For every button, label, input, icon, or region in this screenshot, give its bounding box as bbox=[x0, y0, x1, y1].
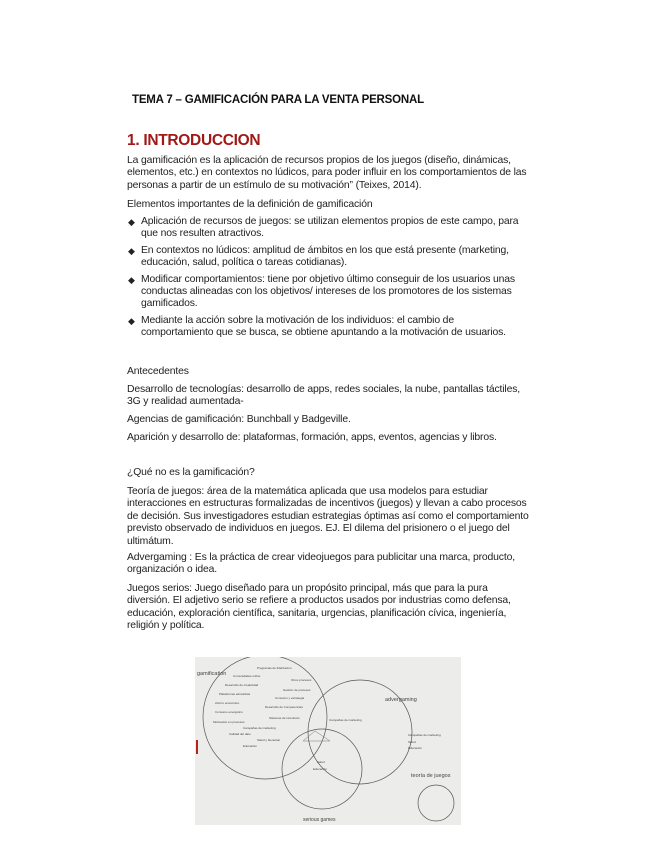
diagram-item: Consumo energético bbox=[215, 710, 243, 714]
diagram-item: Campañas de marketing bbox=[408, 733, 441, 737]
venn-diagram-figure bbox=[195, 657, 461, 825]
diagram-item: Salud bbox=[317, 760, 325, 764]
diagram-item: Campañas de marketing bbox=[243, 726, 276, 730]
diagram-item: Educación bbox=[313, 767, 328, 771]
diamond-bullet-icon: ◆ bbox=[128, 245, 135, 256]
not-gamification-heading: ¿Qué no es la gamificación? bbox=[127, 467, 255, 478]
definition-paragraph: La gamificación es la aplicación de recursos propios de los juegos (diseño, dinámicas, elementos, etc.) en contextos no lúdicos, para poder influir en los comportamientos de las personas a partir de un estímulo de su motivación” (Teixes, 2014). bbox=[127, 155, 527, 191]
background-paragraph: Agencias de gamificación: Bunchball y Badgeville. bbox=[127, 414, 351, 425]
diamond-bullet-icon: ◆ bbox=[128, 315, 135, 326]
background-heading: Antecedentes bbox=[127, 366, 189, 377]
gamification-label: gamification bbox=[197, 671, 227, 677]
diagram-item: Sistemas de incentivos bbox=[269, 716, 300, 720]
section-heading: 1. INTRODUCCION bbox=[127, 132, 261, 149]
diagram-item: Ahorro económico bbox=[215, 701, 240, 705]
diagram-item: Salud y bienestar bbox=[257, 738, 281, 742]
list-item bbox=[127, 274, 529, 311]
list-item-text: Modificar comportamientos: tiene por objetivo último conseguir de los usuarios unas conductas alineadas con los objetivos/ intereses de los promotores de los sistemas gamificados. bbox=[141, 273, 515, 310]
game-theory-paragraph: Teoría de juegos: área de la matemática aplicada que usa modelos para estudiar interacciones en estructuras formalizadas de incentivos (juegos) y llevan a cabo procesos de decisión. Sus investigadores estudian estrategias óptimas así como el comportamiento previsto observado de individuos en juegos. EJ. El dilema del prisionero o el juego del ultimátum. bbox=[127, 486, 529, 547]
diagram-item: Consumo y estrategia bbox=[275, 696, 305, 700]
background-paragraph: Desarrollo de tecnologías: desarrollo de apps, redes sociales, la nube, pantallas táctiles, 3G y realidad aumentada- bbox=[127, 384, 520, 408]
diagram-item: Programas de fidelización bbox=[257, 666, 292, 670]
list-item-text: Mediante la acción sobre la motivación de los individuos: el cambio de comportamiento que se busca, se obtiene apuntando a la motivación de usuarios. bbox=[141, 314, 506, 339]
diagram-item: Motivación en procesos bbox=[213, 720, 245, 724]
diagram-item: Desarrollo de creatividad bbox=[225, 683, 259, 687]
serious-games-label: serious games bbox=[303, 817, 336, 823]
overlap-marker bbox=[303, 731, 330, 741]
diagram-item: Desarrollo de Competencias bbox=[265, 705, 303, 709]
page-title: TEMA 7 – GAMIFICACIÓN PARA LA VENTA PERSONAL bbox=[132, 94, 424, 106]
game-theory-circle bbox=[418, 785, 454, 821]
diagram-item: Campañas de marketing bbox=[329, 718, 362, 722]
game-theory-label: teoría de juegos bbox=[411, 773, 451, 779]
background-paragraph: Aparición y desarrollo de: plataformas, formación, apps, eventos, agencias y libros. bbox=[127, 432, 497, 443]
diagram-item: Plataformas educativas bbox=[219, 692, 251, 696]
diagram-item: Gestión de procesos bbox=[283, 688, 311, 692]
list-item-text: En contextos no lúdicos: amplitud de ámbitos en los que está presente (marketing, educación, salud, política o tareas cotidianas). bbox=[141, 244, 509, 269]
red-edge-mark bbox=[196, 740, 198, 754]
diagram-item: Comunidades online bbox=[233, 674, 261, 678]
list-item bbox=[127, 315, 529, 340]
advergaming-paragraph: Advergaming : Es la práctica de crear videojuegos para publicitar una marca, producto, organización o idea. bbox=[127, 552, 515, 576]
diagram-item: Otros procesos bbox=[291, 678, 312, 682]
list-item bbox=[127, 216, 529, 241]
list-item bbox=[127, 245, 529, 270]
advergaming-label: advergaming bbox=[385, 697, 417, 703]
diagram-item: Educación bbox=[408, 746, 423, 750]
list-item-text: Aplicación de recursos de juegos: se utilizan elementos propios de este campo, para que nos resulten atractivos. bbox=[141, 216, 519, 240]
diagram-item: Salud bbox=[408, 740, 416, 744]
definition-elements-list bbox=[127, 216, 529, 344]
diagram-item: Educación bbox=[243, 744, 258, 748]
diamond-bullet-icon: ◆ bbox=[128, 274, 135, 285]
elements-heading: Elementos importantes de la definición de gamificación bbox=[127, 199, 373, 210]
diamond-bullet-icon: ◆ bbox=[128, 217, 135, 227]
serious-games-paragraph: Juegos serios: Juego diseñado para un propósito principal, más que para la pura diversión. El adjetivo serio se refiere a productos usados por industrias como defensa, educación, exploración científica, sanitaria, urgencias, planificación cívica, ingeniería, religión y política. bbox=[127, 583, 511, 632]
diagram-item: Calidad del dato bbox=[229, 732, 251, 736]
venn-diagram bbox=[195, 657, 461, 825]
